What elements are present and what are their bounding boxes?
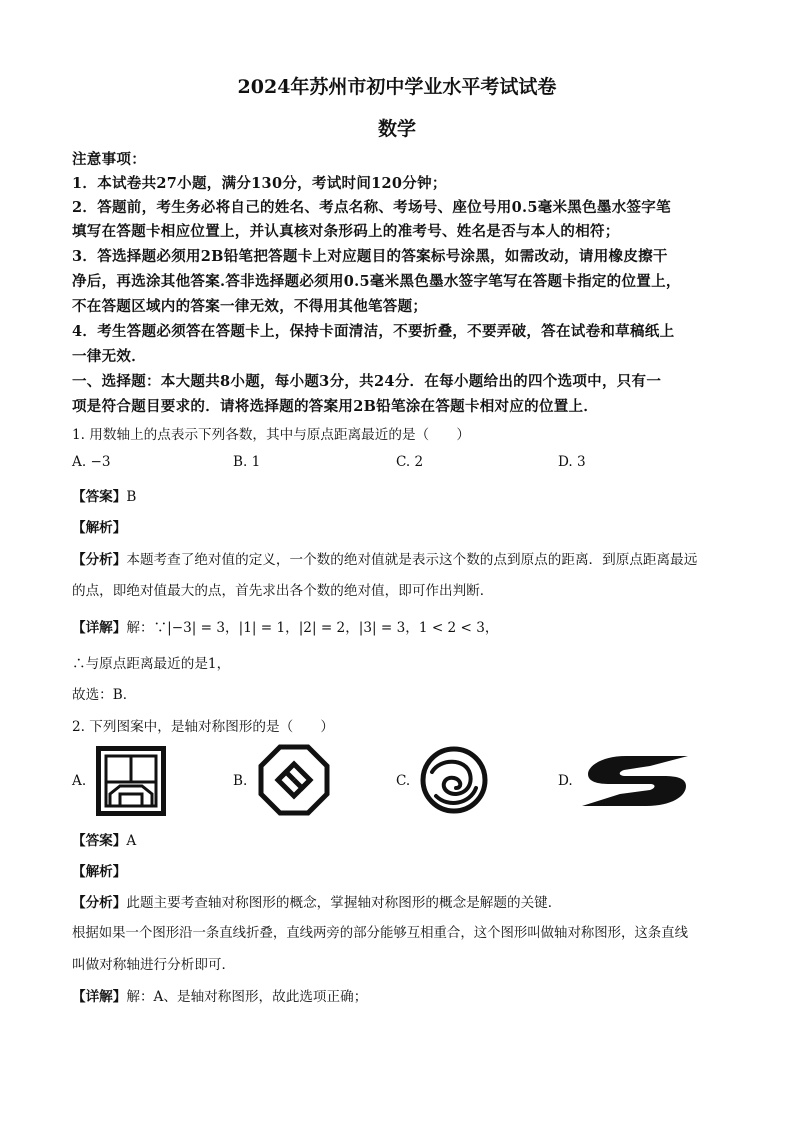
detail-label: 【详解】	[72, 989, 127, 1005]
fenxi-text: 此题主要考查轴对称图形的概念，掌握轴对称图形的概念是解题的关键．	[126, 895, 562, 911]
question-1-stem: 1. 用数轴上的点表示下列各数，其中与原点距离最近的是（ ）	[72, 427, 470, 443]
window-frame-icon	[96, 746, 166, 816]
answer-label: 【答案】	[72, 833, 127, 849]
notice-line: 净后，再选涂其他答案.答非选择题必须用0.5毫米黑色墨水签字笔写在答题卡指定的位置上，	[72, 273, 681, 290]
detail-text: 解：A、是轴对称图形，故此选项正确；	[126, 989, 368, 1005]
q2-fenxi-line	[72, 891, 561, 911]
q1-option-b: B. 1	[233, 454, 261, 470]
notice-line: 一律无效．	[72, 348, 146, 365]
q2-answer-row	[72, 829, 136, 849]
detail-label: 【详解】	[72, 620, 127, 636]
question-2-stem: 2. 下列图案中，是轴对称图形的是（ ）	[72, 719, 334, 735]
s-logo-icon	[580, 750, 692, 810]
q1-option-a: A. −3	[72, 454, 111, 470]
q1-fenxi-line	[72, 548, 697, 568]
fenxi-text: 本题考查了绝对值的定义，一个数的绝对值就是表示这个数的点到原点的距离．到原点距离最远	[126, 552, 698, 568]
q2-option-c-label: C.	[396, 773, 411, 789]
detail-math: 解：∵|−3| = 3，|1| = 1，|2| = 2，|3| = 3，1 < 2 < 3，	[126, 620, 499, 636]
notice-heading: 注意事项：	[72, 151, 146, 168]
q2-basis-line: 根据如果一个图形沿一条直线折叠，直线两旁的部分能够互相重合，这个图形叫做轴对称图形，这条直线	[72, 926, 688, 941]
answer-value: A	[126, 833, 137, 849]
q2-option-d-label: D.	[558, 773, 573, 789]
swirl-circle-icon	[418, 744, 490, 816]
analysis-label: 【解析】	[72, 520, 127, 536]
q1-option-c: C. 2	[396, 454, 424, 470]
answer-value: B	[126, 489, 137, 505]
octagon-maze-icon	[258, 744, 330, 816]
notice-line: 3．答选择题必须用2B铅笔把答题卡上对应题目的答案标号涂黑，如需改动，请用橡皮擦干	[72, 248, 668, 265]
q2-detail-line	[72, 985, 367, 1005]
q1-choose: 故选：B．	[72, 687, 137, 703]
q1-conclusion: ∴与原点距离最近的是1，	[72, 656, 231, 672]
page-title: 2024年苏州市初中学业水平考试试卷	[237, 76, 557, 98]
notice-line: 不在答题区域内的答案一律无效，不得用其他笔答题；	[72, 298, 428, 315]
notice-line: 2．答题前，考生务必将自己的姓名、考点名称、考场号、座位号用0.5毫米黑色墨水签字笔	[72, 199, 671, 216]
q2-option-a-label: A.	[72, 773, 87, 789]
fenxi-label: 【分析】	[72, 552, 127, 568]
notice-line: 填写在答题卡相应位置上，并认真核对条形码上的准考号、姓名是否与本人的相符；	[72, 223, 620, 240]
answer-label: 【答案】	[72, 489, 127, 505]
section-heading-line: 一、选择题：本大题共8小题，每小题3分，共24分．在每小题给出的四个选项中，只有一	[72, 373, 662, 390]
notice-line: 1．本试卷共27小题，满分130分，考试时间120分钟；	[72, 175, 447, 192]
notice-line: 4．考生答题必须答在答题卡上，保持卡面清洁，不要折叠，不要弄破，答在试卷和草稿纸上	[72, 323, 675, 340]
fenxi-label: 【分析】	[72, 895, 127, 911]
q1-answer-row	[72, 485, 136, 505]
q1-detail-line	[72, 616, 498, 636]
q2-option-b-label: B.	[233, 773, 248, 789]
q1-fenxi-line2: 的点，即绝对值最大的点，首先求出各个数的绝对值，即可作出判断．	[72, 583, 494, 599]
analysis-label: 【解析】	[72, 864, 127, 880]
section-heading-line: 项是符合题目要求的．请将选择题的答案用2B铅笔涂在答题卡相对应的位置上．	[72, 398, 599, 415]
subject-title: 数学	[377, 118, 416, 140]
q2-basis-line2: 叫做对称轴进行分析即可．	[72, 957, 236, 973]
q1-option-d: D. 3	[558, 454, 586, 470]
